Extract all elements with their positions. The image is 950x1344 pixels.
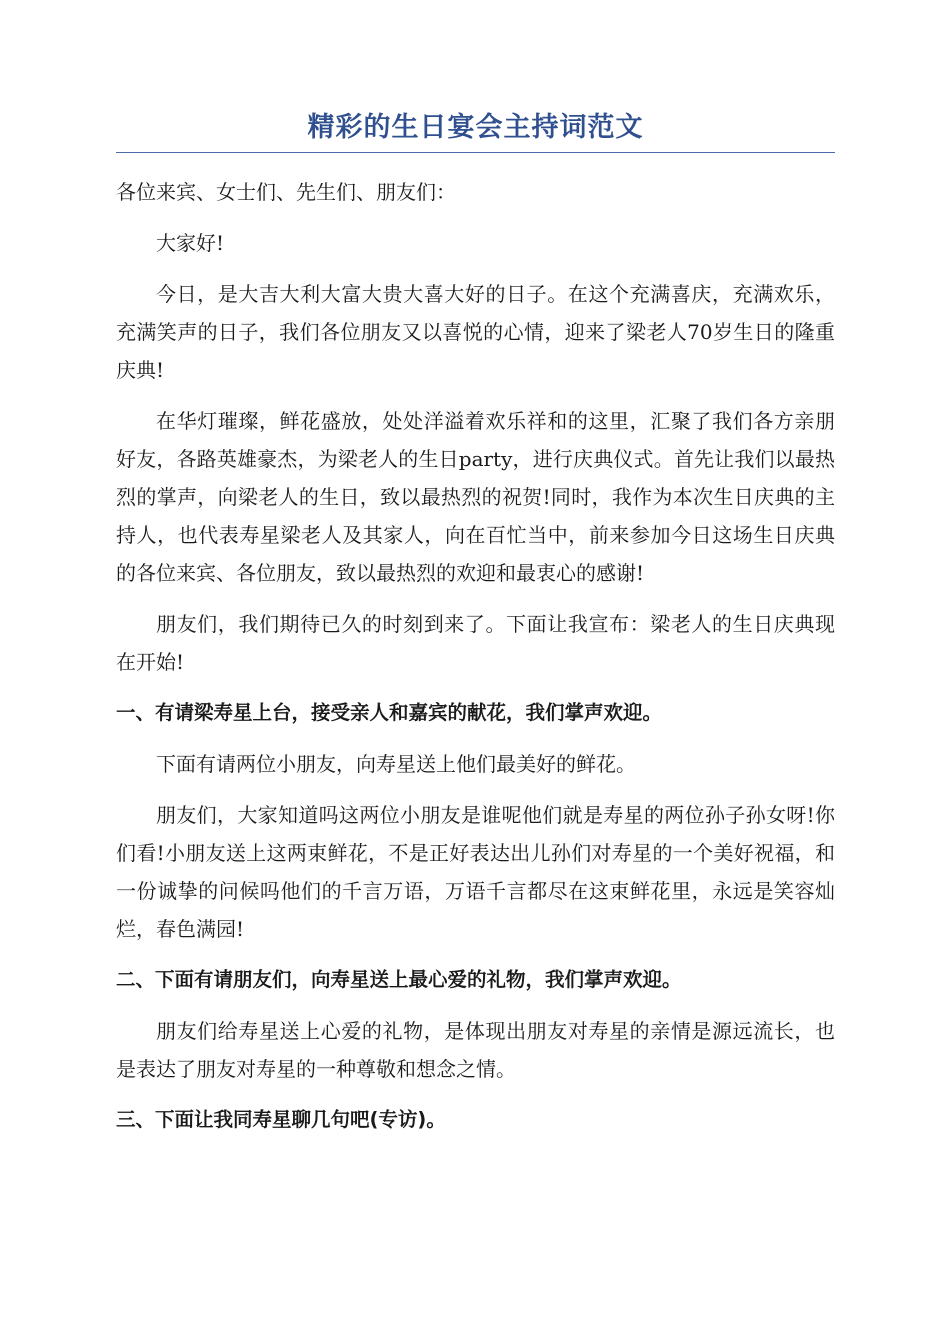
section-heading: 一、有请梁寿星上台，接受亲人和嘉宾的献花，我们掌声欢迎。 <box>116 701 663 724</box>
body-paragraph: 朋友们，我们期待已久的时刻到来了。下面让我宣布：梁老人的生日庆典现在开始! <box>116 612 835 674</box>
body-paragraph: 朋友们，大家知道吗这两位小朋友是谁呢他们就是寿星的两位孙子孙女呀!你们看!小朋友送上这两束鲜花，不是正好表达出儿孙们对寿星的一个美好祝福，和一份诚挚的问候吗他们的千言万语，万语千言都尽在这束鲜花里，永远是笑容灿烂，春色满园! <box>116 803 835 941</box>
document-page <box>116 108 835 1139</box>
section-heading: 二、下面有请朋友们，向寿星送上最心爱的礼物，我们掌声欢迎。 <box>116 968 682 991</box>
section-heading: 三、下面让我同寿星聊几句吧(专访)。 <box>116 1108 446 1131</box>
greeting-paragraph: 大家好! <box>156 231 225 255</box>
document-title: 精彩的生日宴会主持词范文 <box>116 108 835 153</box>
body-paragraph: 在华灯璀璨，鲜花盛放，处处洋溢着欢乐祥和的这里，汇聚了我们各方亲朋好友，各路英雄豪杰，为梁老人的生日party，进行庆典仪式。首先让我们以最热烈的掌声，向梁老人的生日，致以最热烈的祝贺!同时，我作为本次生日庆典的主持人，也代表寿星梁老人及其家人，向在百忙当中，前来参加今日这场生日庆典的各位来宾、各位朋友，致以最热烈的欢迎和最衷心的感谢! <box>116 409 835 585</box>
body-paragraph: 今日，是大吉大利大富大贵大喜大好的日子。在这个充满喜庆，充满欢乐，充满笑声的日子，我们各位朋友又以喜悦的心情，迎来了梁老人70岁生日的隆重庆典! <box>116 282 835 382</box>
body-paragraph: 朋友们给寿星送上心爱的礼物，是体现出朋友对寿星的亲情是源远流长，也是表达了朋友对寿星的一种尊敬和想念之情。 <box>116 1019 835 1081</box>
body-paragraph: 下面有请两位小朋友，向寿星送上他们最美好的鲜花。 <box>156 752 636 776</box>
salutation-paragraph: 各位来宾、女士们、先生们、朋友们： <box>116 180 456 204</box>
